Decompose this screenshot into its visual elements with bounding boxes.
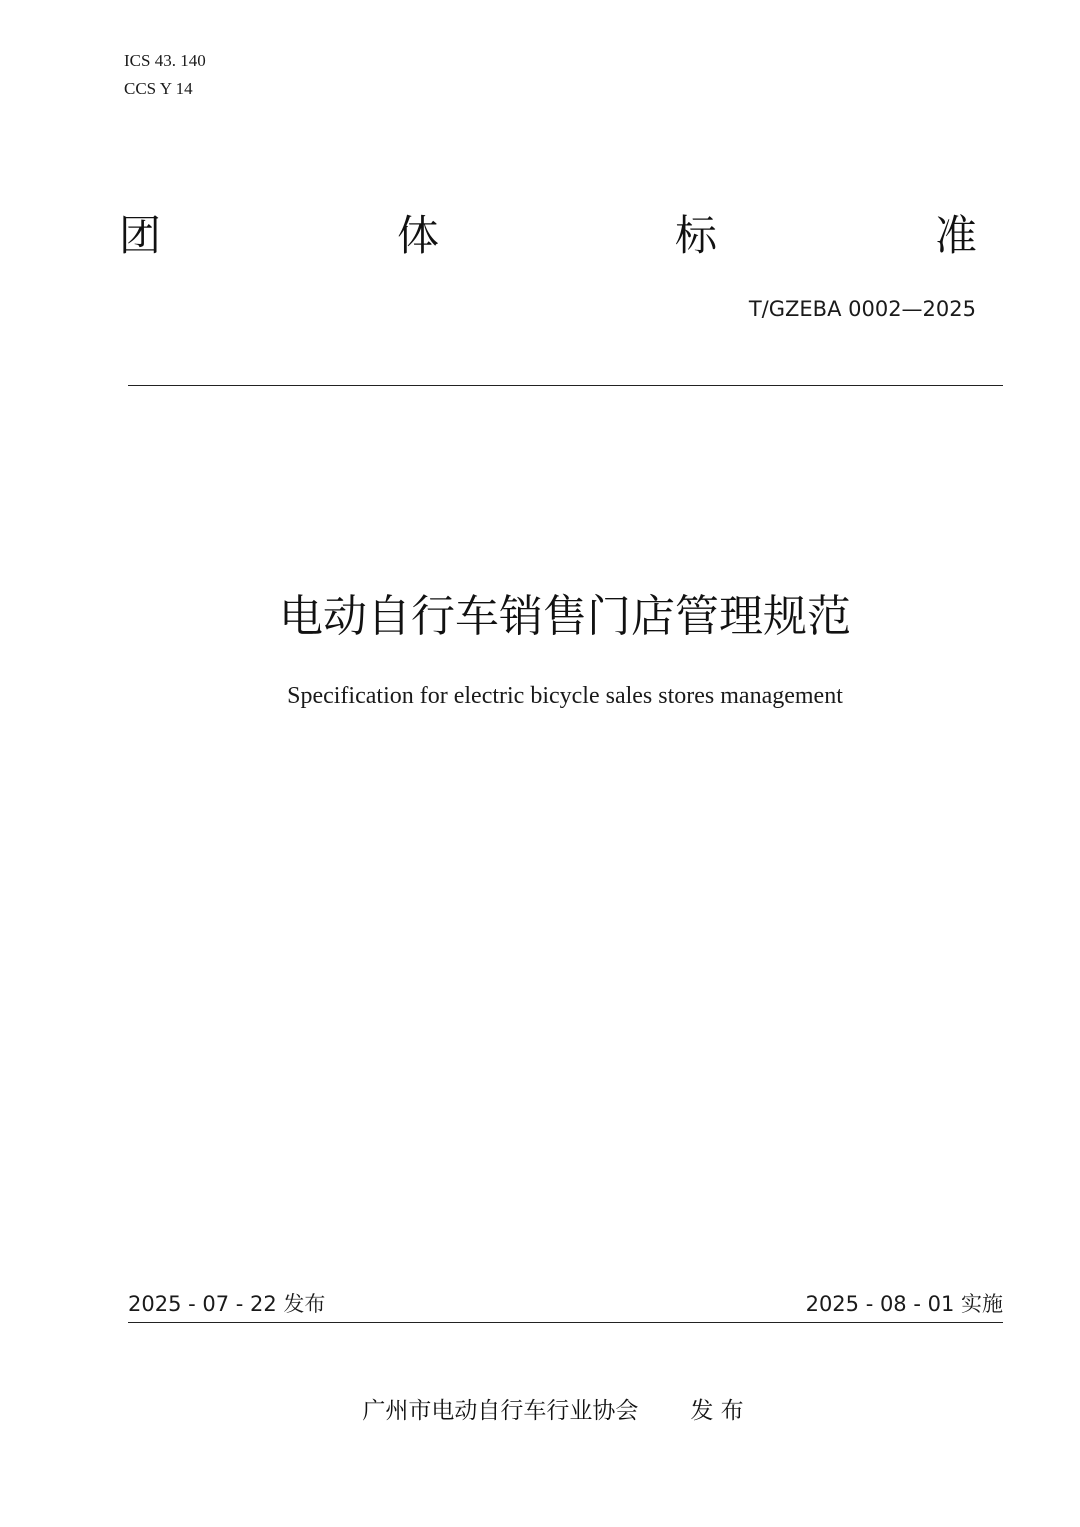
publisher-line	[0, 1394, 1080, 1428]
ics-code: ICS 43. 140	[124, 51, 206, 70]
top-divider	[128, 385, 1003, 386]
standard-number: T/GZEBA 0002—2025	[748, 297, 976, 321]
document-title-chinese: 电动自行车销售门店管理规范	[279, 591, 851, 642]
standard-type-char: 体	[396, 211, 439, 260]
publisher-name: 广州市电动自行车行业协会	[362, 1398, 639, 1424]
document-title-english: Specification for electric bicycle sales stores management	[287, 683, 843, 709]
bottom-divider	[128, 1322, 1003, 1323]
publisher-action: 发 布	[690, 1398, 744, 1424]
ccs-code: CCS Y 14	[124, 79, 193, 98]
publish-date: 2025 - 07 - 22 发布	[128, 1292, 326, 1316]
standard-type-char: 团	[118, 211, 161, 260]
standard-type-char: 准	[934, 211, 977, 260]
implement-date: 2025 - 08 - 01 实施	[805, 1292, 1003, 1316]
standard-type-char: 标	[674, 211, 717, 260]
